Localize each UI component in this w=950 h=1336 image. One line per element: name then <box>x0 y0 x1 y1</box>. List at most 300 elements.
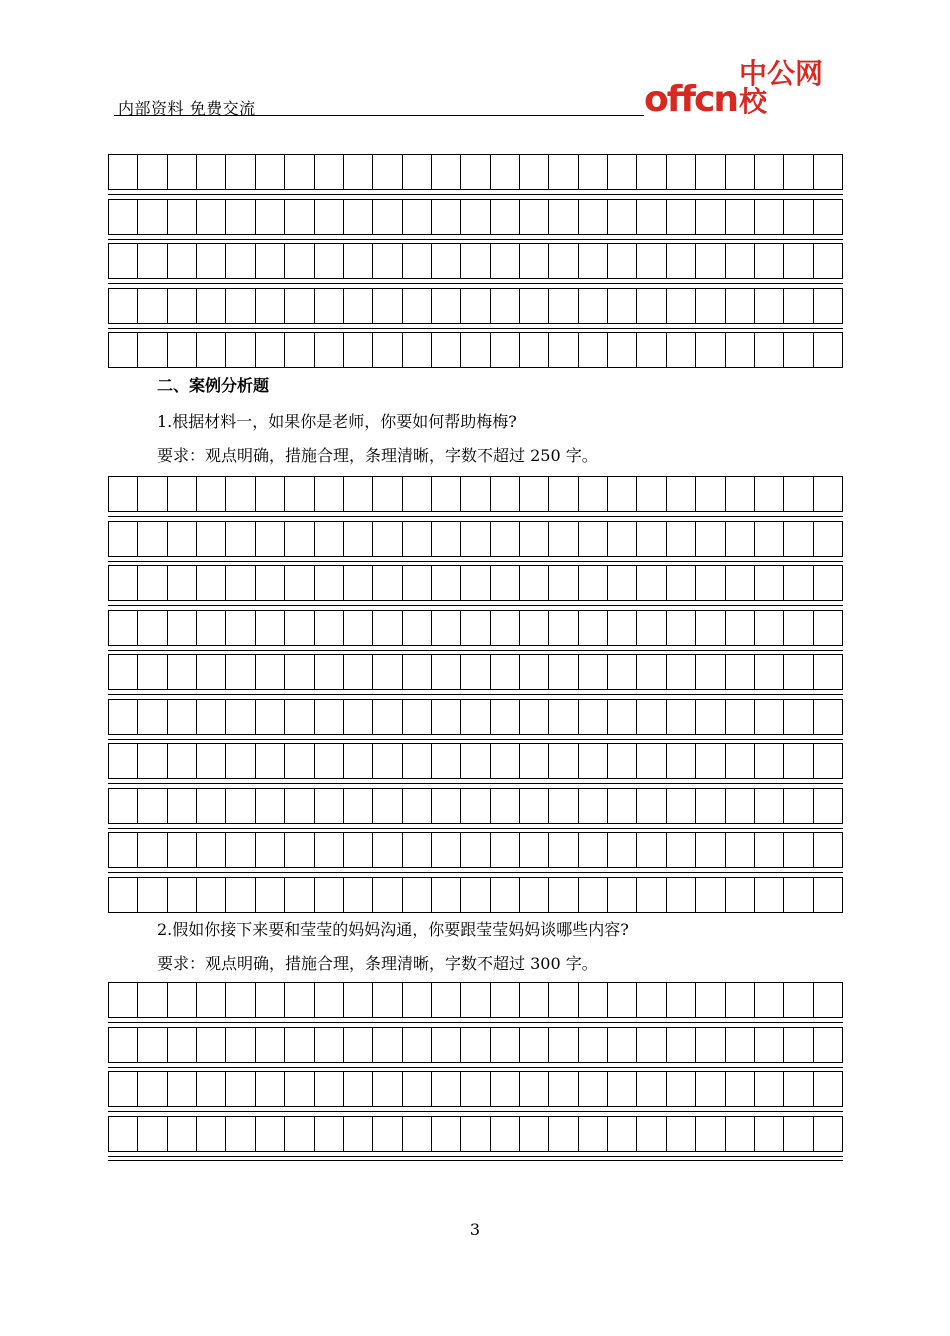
grid-cell[interactable] <box>373 1117 402 1151</box>
grid-cell[interactable] <box>109 878 138 912</box>
grid-cell[interactable] <box>197 244 226 278</box>
grid-cell[interactable] <box>109 983 138 1017</box>
grid-cell[interactable] <box>667 244 696 278</box>
grid-cell[interactable] <box>285 611 314 645</box>
grid-cell[interactable] <box>344 983 373 1017</box>
grid-cell[interactable] <box>608 244 637 278</box>
grid-cell[interactable] <box>696 833 725 867</box>
grid-cell[interactable] <box>226 1072 255 1106</box>
grid-cell[interactable] <box>755 655 784 689</box>
grid-cell[interactable] <box>315 566 344 600</box>
grid-cell[interactable] <box>373 522 402 556</box>
grid-cell[interactable] <box>696 744 725 778</box>
grid-cell[interactable] <box>256 289 285 323</box>
grid-cell[interactable] <box>579 566 608 600</box>
grid-cell[interactable] <box>373 1072 402 1106</box>
grid-row[interactable] <box>108 199 843 235</box>
grid-cell[interactable] <box>256 789 285 823</box>
grid-cell[interactable] <box>315 655 344 689</box>
grid-cell[interactable] <box>373 700 402 734</box>
grid-cell[interactable] <box>285 700 314 734</box>
grid-cell[interactable] <box>726 333 755 367</box>
grid-cell[interactable] <box>138 611 167 645</box>
grid-cell[interactable] <box>373 244 402 278</box>
grid-cell[interactable] <box>461 566 490 600</box>
grid-cell[interactable] <box>608 155 637 189</box>
grid-cell[interactable] <box>784 244 813 278</box>
grid-cell[interactable] <box>726 522 755 556</box>
grid-cell[interactable] <box>403 333 432 367</box>
grid-cell[interactable] <box>696 477 725 511</box>
grid-cell[interactable] <box>197 655 226 689</box>
grid-cell[interactable] <box>138 477 167 511</box>
grid-cell[interactable] <box>373 878 402 912</box>
grid-cell[interactable] <box>168 333 197 367</box>
grid-cell[interactable] <box>637 155 666 189</box>
grid-cell[interactable] <box>226 477 255 511</box>
grid-cell[interactable] <box>696 655 725 689</box>
grid-cell[interactable] <box>461 477 490 511</box>
grid-cell[interactable] <box>403 983 432 1017</box>
grid-row[interactable] <box>108 1071 843 1107</box>
grid-cell[interactable] <box>226 983 255 1017</box>
grid-cell[interactable] <box>256 1072 285 1106</box>
grid-cell[interactable] <box>814 611 842 645</box>
grid-cell[interactable] <box>696 700 725 734</box>
grid-cell[interactable] <box>755 566 784 600</box>
grid-cell[interactable] <box>432 878 461 912</box>
grid-cell[interactable] <box>197 522 226 556</box>
grid-cell[interactable] <box>667 477 696 511</box>
grid-cell[interactable] <box>637 1117 666 1151</box>
grid-cell[interactable] <box>256 833 285 867</box>
grid-cell[interactable] <box>315 611 344 645</box>
grid-cell[interactable] <box>315 244 344 278</box>
grid-cell[interactable] <box>637 333 666 367</box>
grid-cell[interactable] <box>608 522 637 556</box>
grid-cell[interactable] <box>226 200 255 234</box>
grid-cell[interactable] <box>608 333 637 367</box>
grid-cell[interactable] <box>491 878 520 912</box>
grid-cell[interactable] <box>109 789 138 823</box>
grid-cell[interactable] <box>168 983 197 1017</box>
grid-cell[interactable] <box>608 289 637 323</box>
grid-cell[interactable] <box>226 1028 255 1062</box>
grid-cell[interactable] <box>491 1072 520 1106</box>
grid-cell[interactable] <box>256 655 285 689</box>
grid-cell[interactable] <box>109 655 138 689</box>
grid-cell[interactable] <box>608 566 637 600</box>
grid-cell[interactable] <box>608 744 637 778</box>
grid-cell[interactable] <box>197 878 226 912</box>
grid-cell[interactable] <box>814 289 842 323</box>
grid-cell[interactable] <box>814 244 842 278</box>
grid-cell[interactable] <box>197 833 226 867</box>
grid-cell[interactable] <box>168 522 197 556</box>
grid-cell[interactable] <box>461 244 490 278</box>
grid-cell[interactable] <box>549 200 578 234</box>
grid-cell[interactable] <box>491 983 520 1017</box>
grid-cell[interactable] <box>814 789 842 823</box>
grid-cell[interactable] <box>549 655 578 689</box>
grid-cell[interactable] <box>579 983 608 1017</box>
grid-cell[interactable] <box>726 878 755 912</box>
grid-cell[interactable] <box>373 200 402 234</box>
grid-cell[interactable] <box>315 744 344 778</box>
grid-cell[interactable] <box>755 1117 784 1151</box>
grid-cell[interactable] <box>344 1117 373 1151</box>
grid-cell[interactable] <box>549 522 578 556</box>
grid-cell[interactable] <box>197 477 226 511</box>
grid-cell[interactable] <box>667 744 696 778</box>
grid-cell[interactable] <box>403 655 432 689</box>
grid-cell[interactable] <box>138 789 167 823</box>
grid-cell[interactable] <box>344 1028 373 1062</box>
grid-cell[interactable] <box>755 522 784 556</box>
grid-cell[interactable] <box>579 200 608 234</box>
grid-row[interactable] <box>108 565 843 601</box>
grid-cell[interactable] <box>226 789 255 823</box>
grid-cell[interactable] <box>373 833 402 867</box>
grid-cell[interactable] <box>403 155 432 189</box>
grid-cell[interactable] <box>814 744 842 778</box>
grid-cell[interactable] <box>549 477 578 511</box>
grid-cell[interactable] <box>285 744 314 778</box>
grid-cell[interactable] <box>226 655 255 689</box>
grid-cell[interactable] <box>696 611 725 645</box>
grid-cell[interactable] <box>197 983 226 1017</box>
grid-cell[interactable] <box>814 833 842 867</box>
grid-cell[interactable] <box>491 1028 520 1062</box>
grid-cell[interactable] <box>461 200 490 234</box>
grid-cell[interactable] <box>726 789 755 823</box>
grid-cell[interactable] <box>432 244 461 278</box>
grid-cell[interactable] <box>373 289 402 323</box>
grid-row[interactable] <box>108 332 843 368</box>
grid-cell[interactable] <box>696 155 725 189</box>
grid-row[interactable] <box>108 982 843 1018</box>
grid-cell[interactable] <box>520 878 549 912</box>
grid-cell[interactable] <box>256 744 285 778</box>
grid-cell[interactable] <box>667 522 696 556</box>
grid-cell[interactable] <box>344 744 373 778</box>
grid-cell[interactable] <box>696 878 725 912</box>
grid-cell[interactable] <box>755 333 784 367</box>
grid-cell[interactable] <box>256 700 285 734</box>
grid-cell[interactable] <box>373 744 402 778</box>
grid-cell[interactable] <box>315 200 344 234</box>
grid-cell[interactable] <box>491 789 520 823</box>
grid-cell[interactable] <box>520 566 549 600</box>
grid-cell[interactable] <box>491 477 520 511</box>
grid-cell[interactable] <box>579 878 608 912</box>
grid-cell[interactable] <box>432 700 461 734</box>
grid-cell[interactable] <box>315 477 344 511</box>
grid-cell[interactable] <box>226 700 255 734</box>
grid-cell[interactable] <box>109 333 138 367</box>
grid-cell[interactable] <box>579 744 608 778</box>
grid-cell[interactable] <box>579 833 608 867</box>
grid-cell[interactable] <box>696 983 725 1017</box>
grid-cell[interactable] <box>755 244 784 278</box>
grid-cell[interactable] <box>608 983 637 1017</box>
grid-cell[interactable] <box>168 566 197 600</box>
grid-cell[interactable] <box>256 333 285 367</box>
grid-cell[interactable] <box>726 477 755 511</box>
grid-cell[interactable] <box>784 611 813 645</box>
grid-cell[interactable] <box>432 1117 461 1151</box>
grid-cell[interactable] <box>814 655 842 689</box>
grid-cell[interactable] <box>637 522 666 556</box>
grid-cell[interactable] <box>373 155 402 189</box>
grid-cell[interactable] <box>256 155 285 189</box>
grid-cell[interactable] <box>667 1117 696 1151</box>
grid-cell[interactable] <box>256 1117 285 1151</box>
grid-cell[interactable] <box>637 744 666 778</box>
grid-row[interactable] <box>108 832 843 868</box>
grid-cell[interactable] <box>549 611 578 645</box>
grid-cell[interactable] <box>138 522 167 556</box>
grid-cell[interactable] <box>814 1072 842 1106</box>
grid-cell[interactable] <box>315 155 344 189</box>
grid-cell[interactable] <box>168 655 197 689</box>
grid-cell[interactable] <box>109 700 138 734</box>
grid-cell[interactable] <box>403 244 432 278</box>
grid-cell[interactable] <box>226 244 255 278</box>
grid-cell[interactable] <box>579 1072 608 1106</box>
grid-cell[interactable] <box>549 155 578 189</box>
grid-cell[interactable] <box>138 1072 167 1106</box>
grid-cell[interactable] <box>667 833 696 867</box>
grid-cell[interactable] <box>520 611 549 645</box>
grid-cell[interactable] <box>197 611 226 645</box>
grid-cell[interactable] <box>432 155 461 189</box>
grid-cell[interactable] <box>432 655 461 689</box>
grid-cell[interactable] <box>461 833 490 867</box>
grid-cell[interactable] <box>168 200 197 234</box>
grid-cell[interactable] <box>696 200 725 234</box>
grid-cell[interactable] <box>432 522 461 556</box>
grid-cell[interactable] <box>814 566 842 600</box>
grid-cell[interactable] <box>109 1028 138 1062</box>
grid-cell[interactable] <box>637 200 666 234</box>
grid-cell[interactable] <box>579 333 608 367</box>
grid-cell[interactable] <box>608 1028 637 1062</box>
grid-cell[interactable] <box>197 700 226 734</box>
grid-cell[interactable] <box>226 878 255 912</box>
grid-cell[interactable] <box>579 522 608 556</box>
grid-cell[interactable] <box>461 289 490 323</box>
grid-cell[interactable] <box>373 655 402 689</box>
grid-cell[interactable] <box>755 1028 784 1062</box>
grid-cell[interactable] <box>608 700 637 734</box>
grid-cell[interactable] <box>168 1117 197 1151</box>
grid-cell[interactable] <box>226 833 255 867</box>
grid-cell[interactable] <box>109 1117 138 1151</box>
grid-cell[interactable] <box>491 655 520 689</box>
grid-cell[interactable] <box>226 744 255 778</box>
grid-cell[interactable] <box>814 983 842 1017</box>
grid-cell[interactable] <box>315 789 344 823</box>
grid-cell[interactable] <box>814 1028 842 1062</box>
grid-cell[interactable] <box>403 477 432 511</box>
grid-cell[interactable] <box>285 289 314 323</box>
grid-cell[interactable] <box>579 700 608 734</box>
grid-cell[interactable] <box>784 522 813 556</box>
grid-cell[interactable] <box>432 289 461 323</box>
grid-cell[interactable] <box>549 289 578 323</box>
grid-cell[interactable] <box>109 477 138 511</box>
grid-cell[interactable] <box>667 1072 696 1106</box>
grid-cell[interactable] <box>755 700 784 734</box>
grid-cell[interactable] <box>579 611 608 645</box>
grid-cell[interactable] <box>432 983 461 1017</box>
grid-cell[interactable] <box>814 878 842 912</box>
grid-cell[interactable] <box>403 1117 432 1151</box>
grid-cell[interactable] <box>608 833 637 867</box>
grid-cell[interactable] <box>168 1072 197 1106</box>
grid-cell[interactable] <box>667 655 696 689</box>
grid-cell[interactable] <box>696 566 725 600</box>
grid-cell[interactable] <box>608 1072 637 1106</box>
grid-cell[interactable] <box>814 155 842 189</box>
grid-cell[interactable] <box>726 566 755 600</box>
grid-cell[interactable] <box>197 1072 226 1106</box>
grid-cell[interactable] <box>696 244 725 278</box>
grid-cell[interactable] <box>285 1072 314 1106</box>
grid-cell[interactable] <box>344 333 373 367</box>
grid-cell[interactable] <box>637 566 666 600</box>
grid-cell[interactable] <box>814 200 842 234</box>
grid-cell[interactable] <box>315 878 344 912</box>
grid-cell[interactable] <box>344 566 373 600</box>
grid-cell[interactable] <box>637 611 666 645</box>
grid-row[interactable] <box>108 154 843 190</box>
grid-cell[interactable] <box>432 333 461 367</box>
grid-cell[interactable] <box>608 477 637 511</box>
grid-cell[interactable] <box>520 655 549 689</box>
grid-cell[interactable] <box>197 1028 226 1062</box>
grid-cell[interactable] <box>579 477 608 511</box>
grid-cell[interactable] <box>520 1072 549 1106</box>
grid-cell[interactable] <box>784 1072 813 1106</box>
grid-cell[interactable] <box>109 1072 138 1106</box>
grid-cell[interactable] <box>138 744 167 778</box>
grid-cell[interactable] <box>667 878 696 912</box>
grid-cell[interactable] <box>491 244 520 278</box>
grid-cell[interactable] <box>109 244 138 278</box>
grid-cell[interactable] <box>726 1117 755 1151</box>
grid-cell[interactable] <box>784 744 813 778</box>
grid-cell[interactable] <box>315 522 344 556</box>
grid-cell[interactable] <box>315 700 344 734</box>
grid-cell[interactable] <box>403 522 432 556</box>
grid-cell[interactable] <box>520 200 549 234</box>
grid-cell[interactable] <box>403 700 432 734</box>
grid-cell[interactable] <box>726 1028 755 1062</box>
grid-cell[interactable] <box>197 289 226 323</box>
grid-cell[interactable] <box>344 200 373 234</box>
grid-cell[interactable] <box>608 200 637 234</box>
grid-cell[interactable] <box>461 744 490 778</box>
grid-cell[interactable] <box>726 244 755 278</box>
grid-cell[interactable] <box>637 1028 666 1062</box>
grid-cell[interactable] <box>197 789 226 823</box>
grid-cell[interactable] <box>197 333 226 367</box>
grid-cell[interactable] <box>285 244 314 278</box>
grid-cell[interactable] <box>814 1117 842 1151</box>
grid-cell[interactable] <box>696 789 725 823</box>
grid-cell[interactable] <box>696 522 725 556</box>
grid-cell[interactable] <box>373 477 402 511</box>
grid-cell[interactable] <box>549 878 578 912</box>
grid-cell[interactable] <box>667 200 696 234</box>
grid-cell[interactable] <box>461 1072 490 1106</box>
grid-cell[interactable] <box>403 289 432 323</box>
grid-cell[interactable] <box>520 700 549 734</box>
grid-cell[interactable] <box>579 789 608 823</box>
grid-cell[interactable] <box>579 155 608 189</box>
grid-cell[interactable] <box>432 1028 461 1062</box>
grid-cell[interactable] <box>256 522 285 556</box>
grid-cell[interactable] <box>461 700 490 734</box>
grid-cell[interactable] <box>549 566 578 600</box>
grid-cell[interactable] <box>432 477 461 511</box>
grid-cell[interactable] <box>138 878 167 912</box>
grid-cell[interactable] <box>109 833 138 867</box>
grid-cell[interactable] <box>637 1072 666 1106</box>
grid-cell[interactable] <box>285 789 314 823</box>
grid-cell[interactable] <box>608 878 637 912</box>
grid-cell[interactable] <box>109 566 138 600</box>
grid-cell[interactable] <box>373 789 402 823</box>
grid-cell[interactable] <box>755 789 784 823</box>
grid-cell[interactable] <box>726 744 755 778</box>
grid-cell[interactable] <box>520 833 549 867</box>
grid-cell[interactable] <box>285 155 314 189</box>
grid-cell[interactable] <box>168 700 197 734</box>
grid-cell[interactable] <box>491 744 520 778</box>
grid-cell[interactable] <box>344 878 373 912</box>
grid-cell[interactable] <box>520 155 549 189</box>
grid-cell[interactable] <box>491 833 520 867</box>
grid-cell[interactable] <box>168 244 197 278</box>
grid-cell[interactable] <box>784 566 813 600</box>
grid-cell[interactable] <box>549 244 578 278</box>
grid-cell[interactable] <box>373 611 402 645</box>
grid-cell[interactable] <box>491 700 520 734</box>
grid-cell[interactable] <box>784 1028 813 1062</box>
grid-cell[interactable] <box>315 1117 344 1151</box>
grid-cell[interactable] <box>579 1117 608 1151</box>
grid-cell[interactable] <box>344 289 373 323</box>
grid-cell[interactable] <box>491 333 520 367</box>
grid-cell[interactable] <box>344 655 373 689</box>
grid-cell[interactable] <box>696 1028 725 1062</box>
grid-cell[interactable] <box>608 611 637 645</box>
grid-cell[interactable] <box>109 522 138 556</box>
grid-cell[interactable] <box>549 833 578 867</box>
grid-cell[interactable] <box>168 744 197 778</box>
grid-cell[interactable] <box>549 789 578 823</box>
grid-cell[interactable] <box>637 244 666 278</box>
grid-cell[interactable] <box>461 789 490 823</box>
grid-cell[interactable] <box>168 833 197 867</box>
grid-cell[interactable] <box>784 655 813 689</box>
grid-cell[interactable] <box>285 566 314 600</box>
grid-cell[interactable] <box>726 611 755 645</box>
grid-cell[interactable] <box>755 878 784 912</box>
